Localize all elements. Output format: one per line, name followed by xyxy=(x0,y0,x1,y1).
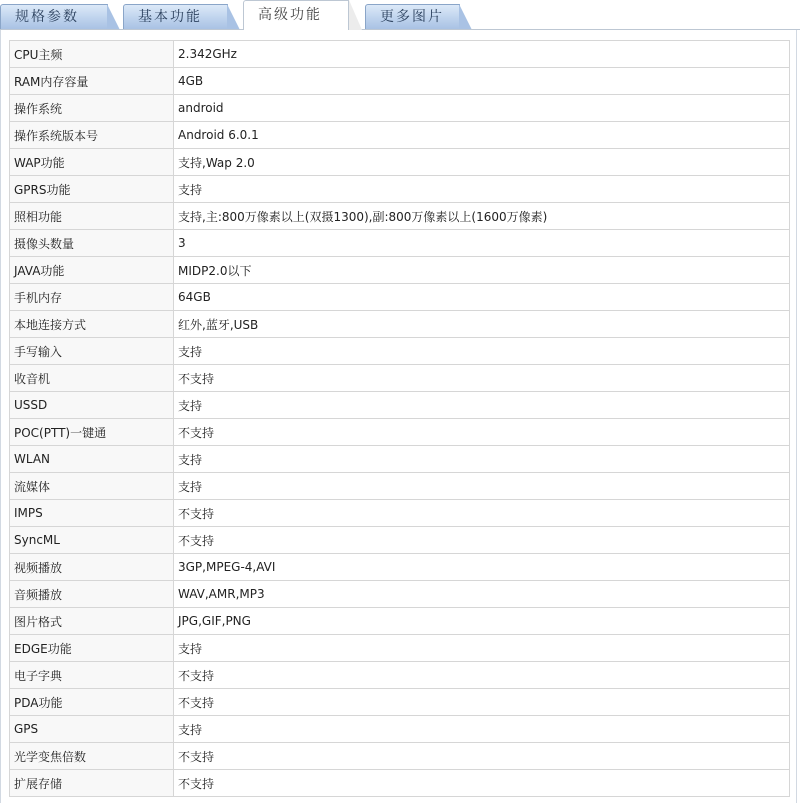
spec-name: GPRS功能 xyxy=(10,176,174,203)
table-row xyxy=(10,392,790,419)
spec-value: 不支持 xyxy=(174,527,790,554)
spec-name: 光学变焦倍数 xyxy=(10,743,174,770)
spec-value: 支持 xyxy=(174,473,790,500)
spec-value: 支持 xyxy=(174,392,790,419)
table-row xyxy=(10,635,790,662)
spec-value: 64GB xyxy=(174,284,790,311)
spec-table-body xyxy=(10,41,790,797)
spec-value: 红外,蓝牙,USB xyxy=(174,311,790,338)
table-row xyxy=(10,743,790,770)
spec-value: 不支持 xyxy=(174,662,790,689)
spec-name: POC(PTT)一键通 xyxy=(10,419,174,446)
spec-value: JPG,GIF,PNG xyxy=(174,608,790,635)
spec-value: 不支持 xyxy=(174,500,790,527)
spec-value: 支持 xyxy=(174,176,790,203)
spec-name: 照相功能 xyxy=(10,203,174,230)
table-row xyxy=(10,581,790,608)
table-row xyxy=(10,203,790,230)
spec-name: CPU主频 xyxy=(10,41,174,68)
tab-label: 基本功能 xyxy=(138,9,202,25)
table-row xyxy=(10,41,790,68)
frame-border xyxy=(796,30,797,803)
spec-value: 不支持 xyxy=(174,743,790,770)
spec-name: JAVA功能 xyxy=(10,257,174,284)
spec-value: 不支持 xyxy=(174,689,790,716)
tab-bar xyxy=(0,0,800,30)
table-row xyxy=(10,527,790,554)
spec-value: android xyxy=(174,95,790,122)
spec-name: 音频播放 xyxy=(10,581,174,608)
table-row xyxy=(10,689,790,716)
spec-value: Android 6.0.1 xyxy=(174,122,790,149)
spec-value: 2.342GHz xyxy=(174,41,790,68)
spec-value: 不支持 xyxy=(174,419,790,446)
spec-value: 4GB xyxy=(174,68,790,95)
tab-label: 更多图片 xyxy=(380,9,444,25)
spec-value: MIDP2.0以下 xyxy=(174,257,790,284)
table-row xyxy=(10,662,790,689)
spec-name: PDA功能 xyxy=(10,689,174,716)
spec-name: 图片格式 xyxy=(10,608,174,635)
spec-value: 3 xyxy=(174,230,790,257)
spec-name: GPS xyxy=(10,716,174,743)
table-row xyxy=(10,473,790,500)
tab-basic-functions[interactable] xyxy=(123,4,228,29)
table-row xyxy=(10,122,790,149)
spec-name: 手机内存 xyxy=(10,284,174,311)
spec-value: 不支持 xyxy=(174,770,790,797)
table-row xyxy=(10,311,790,338)
spec-value: 3GP,MPEG-4,AVI xyxy=(174,554,790,581)
spec-name: 操作系统版本号 xyxy=(10,122,174,149)
spec-name: 本地连接方式 xyxy=(10,311,174,338)
table-row xyxy=(10,365,790,392)
tab-advanced-functions[interactable] xyxy=(243,0,349,30)
table-row xyxy=(10,257,790,284)
spec-name: RAM内存容量 xyxy=(10,68,174,95)
spec-name: 扩展存储 xyxy=(10,770,174,797)
spec-name: 流媒体 xyxy=(10,473,174,500)
spec-name: EDGE功能 xyxy=(10,635,174,662)
table-row xyxy=(10,716,790,743)
table-row xyxy=(10,338,790,365)
spec-name: SyncML xyxy=(10,527,174,554)
spec-name: 视频播放 xyxy=(10,554,174,581)
table-row xyxy=(10,608,790,635)
table-row xyxy=(10,419,790,446)
spec-name: IMPS xyxy=(10,500,174,527)
table-row xyxy=(10,95,790,122)
table-row xyxy=(10,149,790,176)
table-row xyxy=(10,176,790,203)
tab-label: 规格参数 xyxy=(15,9,79,25)
tab-specs[interactable] xyxy=(0,4,108,29)
spec-name: WLAN xyxy=(10,446,174,473)
spec-value: 不支持 xyxy=(174,365,790,392)
table-row xyxy=(10,770,790,797)
table-row xyxy=(10,68,790,95)
table-row xyxy=(10,230,790,257)
spec-name: USSD xyxy=(10,392,174,419)
table-row xyxy=(10,500,790,527)
spec-name: 收音机 xyxy=(10,365,174,392)
spec-value: 支持 xyxy=(174,446,790,473)
table-row xyxy=(10,554,790,581)
spec-value: 支持 xyxy=(174,338,790,365)
spec-name: 操作系统 xyxy=(10,95,174,122)
table-row xyxy=(10,284,790,311)
spec-name: 摄像头数量 xyxy=(10,230,174,257)
spec-name: 电子字典 xyxy=(10,662,174,689)
spec-table xyxy=(9,40,790,797)
spec-name: 手写输入 xyxy=(10,338,174,365)
spec-value: 支持 xyxy=(174,716,790,743)
tab-label: 高级功能 xyxy=(258,7,322,23)
tab-more-pictures[interactable] xyxy=(365,4,460,29)
spec-name: WAP功能 xyxy=(10,149,174,176)
spec-value: 支持,Wap 2.0 xyxy=(174,149,790,176)
spec-value: 支持 xyxy=(174,635,790,662)
table-row xyxy=(10,446,790,473)
spec-value: 支持,主:800万像素以上(双摄1300),副:800万像素以上(1600万像素) xyxy=(174,203,790,230)
spec-value: WAV,AMR,MP3 xyxy=(174,581,790,608)
